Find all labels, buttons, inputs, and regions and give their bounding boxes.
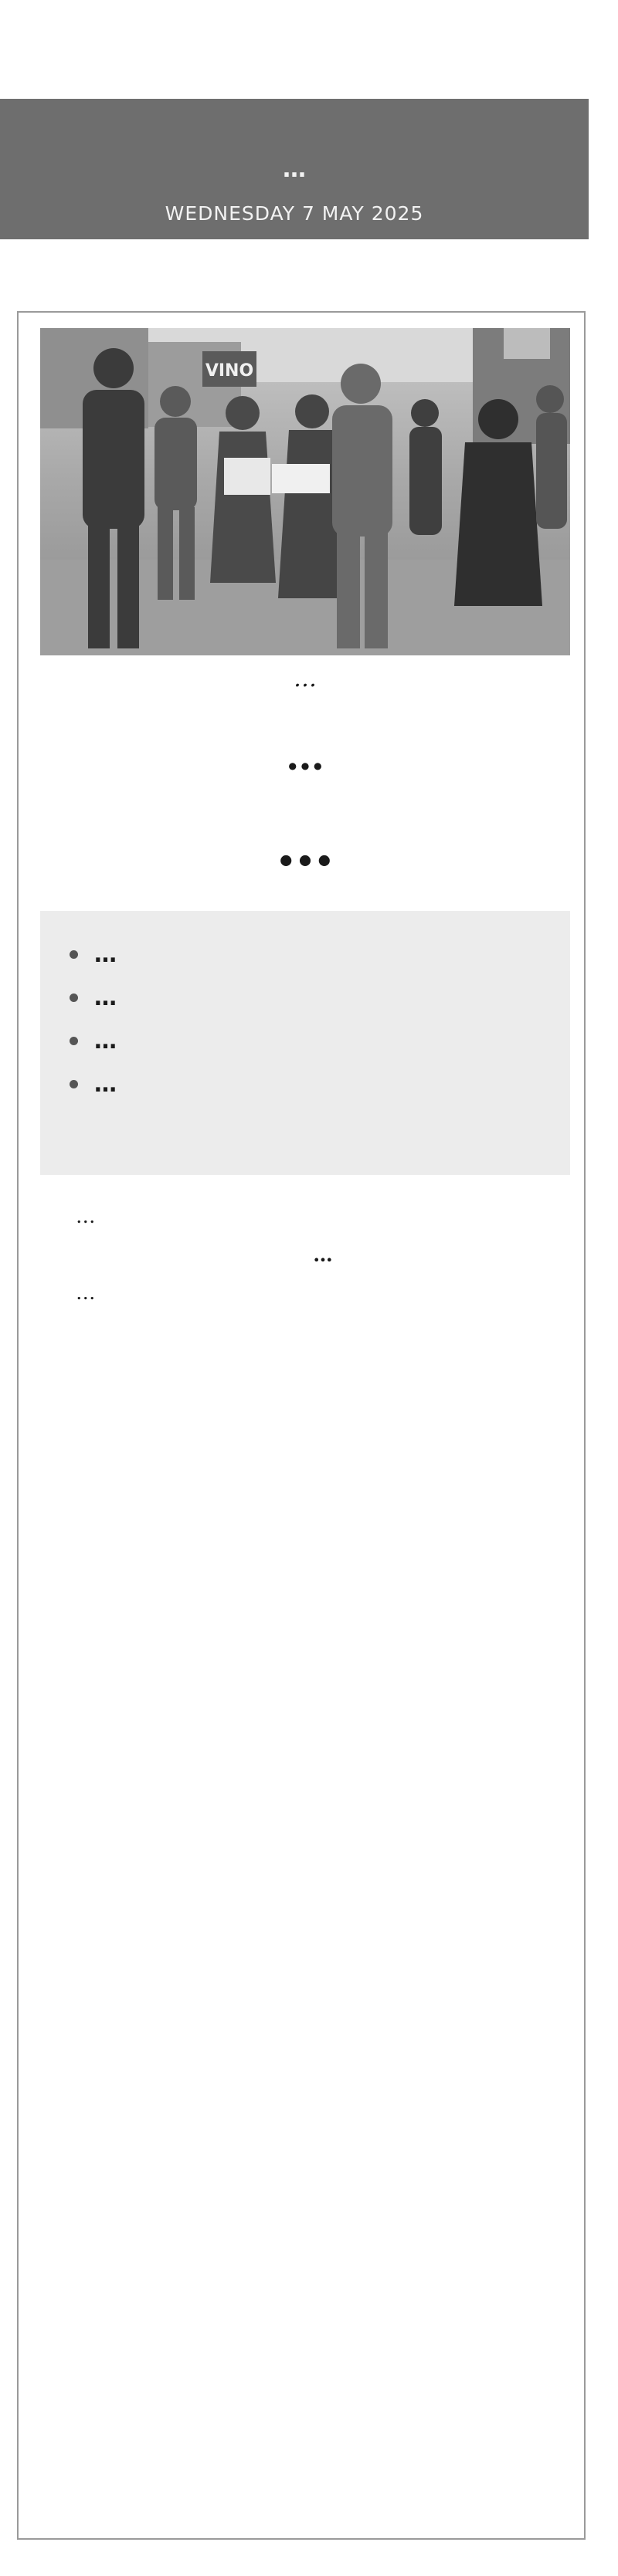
article-paragraph: …	[76, 1205, 96, 1228]
headline-line-2: …	[276, 811, 334, 879]
highlight-item: …	[62, 976, 548, 1019]
shop-sign-text: VINO	[205, 361, 254, 381]
article-subheading: …	[313, 1243, 333, 1267]
date-english: WEDNESDAY 7 MAY 2025	[165, 202, 424, 225]
news-photo	[40, 328, 570, 655]
photo-caption: …	[294, 665, 317, 692]
article-paragraph: …	[76, 1281, 96, 1305]
highlight-item: …	[62, 1062, 548, 1105]
highlight-item: …	[62, 933, 548, 976]
date-banner	[0, 99, 589, 239]
headline-line-1: …	[286, 733, 324, 779]
date-native: …	[283, 156, 306, 183]
highlight-item: …	[62, 1019, 548, 1062]
article-body	[40, 1198, 570, 1313]
highlights-box	[40, 911, 570, 1175]
